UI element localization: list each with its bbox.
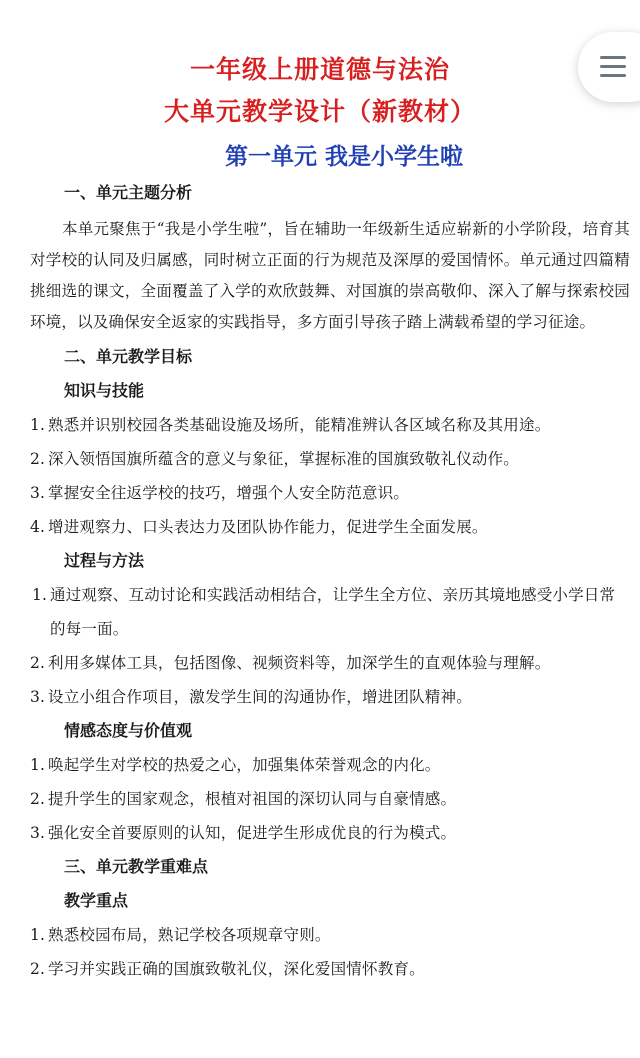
list-item: 2. 学习并实践正确的国旗致敬礼仪，深化爱国情怀教育。 [30,960,425,978]
analysis-paragraph: 本单元聚焦于“我是小学生啦”，旨在辅助一年级新生适应崭新的小学阶段，培育其对学校的认同及归属感，同时树立正面的行为规范及深厚的爱国情怀。单元通过四篇精挑细选的课文，全面覆盖了入学的欢欣鼓舞、对国旗的崇高敬仰、深入了解与探索校园环境，以及确保安全返家的实践指导，多方面引导孩子踏上满载希望的学习征途。 [30,220,630,331]
list-item: 2. 利用多媒体工具，包括图像、视频资料等，加深学生的直观体验与理解。 [30,654,551,672]
section-heading-analysis: 一、单元主题分析 [64,183,193,202]
section-heading-key-difficulties: 三、单元教学重难点 [64,857,209,876]
sub-heading-knowledge: 知识与技能 [64,381,145,400]
unit-title: 第一单元 我是小学生啦 [224,143,463,170]
sub-heading-key-points: 教学重点 [64,891,129,910]
list-item: 4. 增进观察力、口头表达力及团队协作能力，促进学生全面发展。 [30,518,488,536]
list-item: 1. 唤起学生对学校的热爱之心，加强集体荣誉观念的内化。 [30,756,441,774]
list-item: 3. 设立小组合作项目，激发学生间的沟通协作，增进团队精神。 [30,688,472,706]
page-subtitle: 大单元教学设计（新教材） [163,97,476,126]
list-item: 2. 提升学生的国家观念，根植对祖国的深切认同与自豪情感。 [30,790,457,808]
list-item: 3. 掌握安全往返学校的技巧，增强个人安全防范意识。 [30,484,410,502]
process-list [30,578,630,714]
list-item: 2. 深入领悟国旗所蕴含的意义与象征，掌握标准的国旗致敬礼仪动作。 [30,450,520,468]
sub-heading-emotion: 情感态度与价值观 [64,721,193,740]
list-item: 1. 通过观察、互动讨论和实践活动相结合，让学生全方位、亲历其境地感受小学日常的每一面。 [32,586,616,638]
knowledge-list [30,408,630,544]
emotion-list [30,748,630,850]
section-heading-objectives: 二、单元教学目标 [64,347,193,366]
page-title: 一年级上册道德与法治 [189,55,450,84]
sub-heading-process: 过程与方法 [64,551,145,570]
list-item: 1. 熟悉校园布局，熟记学校各项规章守则。 [30,926,331,944]
list-item: 3. 强化安全首要原则的认知，促进学生形成优良的行为模式。 [30,824,457,842]
document-body [30,176,630,986]
list-item: 1. 熟悉并识别校园各类基础设施及场所，能精准辨认各区域名称及其用途。 [30,416,551,434]
key-points-list [30,918,630,986]
